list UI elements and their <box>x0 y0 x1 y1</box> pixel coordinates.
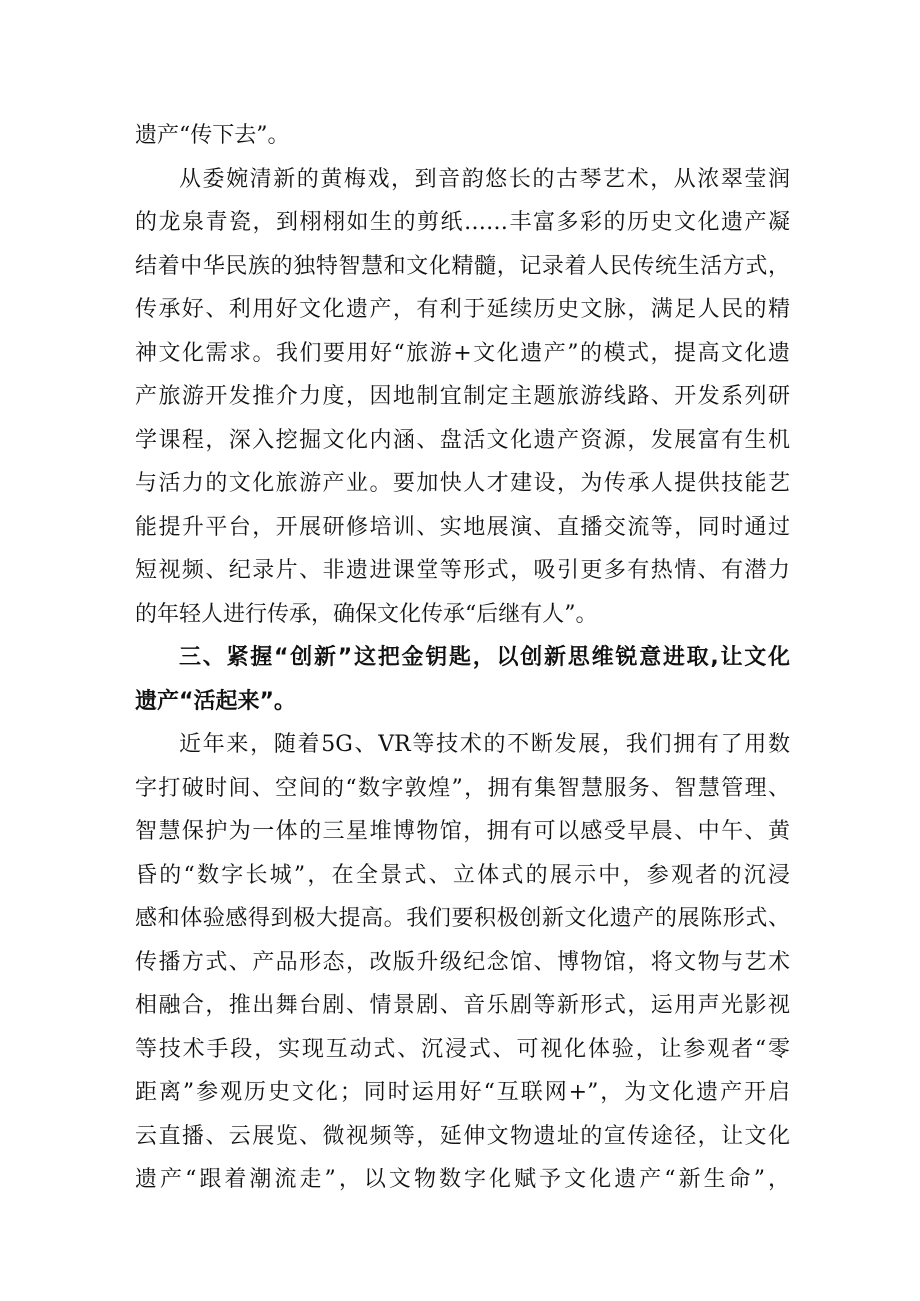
text-line: 近年来，随着5G、VR等技术的不断发展，我们拥有了用数 <box>179 732 790 757</box>
text-line: 短视频、纪录片、非遗进课堂等形式，吸引更多有热情、有潜力 <box>135 558 790 583</box>
text-line: 遗产“跟着潮流走”，以文物数字化赋予文化遗产“新生命”， <box>135 1167 790 1192</box>
text-line: 学课程，深入挖掘文化内涵、盘活文化遗产资源，发展富有生机 <box>135 427 790 453</box>
text-line: 的年轻人进行传承，确保文化传承“后继有人”。 <box>135 601 598 627</box>
text-line: 能提升平台，开展研修培训、实地展演、直播交流等，同时通过 <box>135 514 790 540</box>
continuation-paragraph <box>135 114 790 158</box>
heading-line: 三、紧握“创新”这把金钥匙，以创新思维锐意进取,让文化 <box>179 645 790 670</box>
text-line: 遗产“传下去”。 <box>135 123 290 148</box>
text-line: 传承好、利用好文化遗产，有利于延续历史文脉，满足人民的精 <box>135 297 790 322</box>
text-line: 与活力的文化旅游产业。要加快人才建设，为传承人提供技能艺 <box>135 471 790 496</box>
text-line: 智慧保护为一体的三星堆博物馆，拥有可以感受早晨、中午、黄 <box>135 819 790 844</box>
document-body <box>135 114 790 1202</box>
paragraph-digital-heritage <box>135 723 790 1202</box>
text-line: 神文化需求。我们要用好“旅游+文化遗产”的模式，提高文化遗 <box>135 340 790 366</box>
text-line: 相融合，推出舞台剧、情景剧、音乐剧等新形式，运用声光影视 <box>135 993 790 1018</box>
text-line: 云直播、云展览、微视频等，延伸文物遗址的宣传途径，让文化 <box>135 1123 790 1149</box>
text-line: 产旅游开发推介力度，因地制宜制定主题旅游线路、开发系列研 <box>135 384 790 409</box>
paragraph-heritage-tourism <box>135 158 790 637</box>
text-line: 感和体验感得到极大提高。我们要积极创新文化遗产的展陈形式、 <box>135 906 790 931</box>
text-line: 的龙泉青瓷，到栩栩如生的剪纸……丰富多彩的历史文化遗产凝 <box>135 210 790 235</box>
text-line: 等技术手段，实现互动式、沉浸式、可视化体验，让参观者“零 <box>135 1036 790 1062</box>
heading-line: 遗产“活起来”。 <box>135 688 296 714</box>
text-line: 结着中华民族的独特智慧和文化精髓，记录着人民传统生活方式， <box>135 253 790 279</box>
text-line: 昏的“数字长城”，在全景式、立体式的展示中，参观者的沉浸 <box>135 862 790 888</box>
text-line: 距离”参观历史文化；同时运用好“互联网+”，为文化遗产开启 <box>135 1080 790 1105</box>
section-heading-innovation <box>135 636 790 723</box>
text-line: 传播方式、产品形态，改版升级纪念馆、博物馆，将文物与艺术 <box>135 949 790 975</box>
text-line: 字打破时间、空间的“数字敦煌”，拥有集智慧服务、智慧管理、 <box>135 775 790 801</box>
text-line: 从委婉清新的黄梅戏，到音韵悠长的古琴艺术，从浓翠莹润 <box>179 166 790 192</box>
